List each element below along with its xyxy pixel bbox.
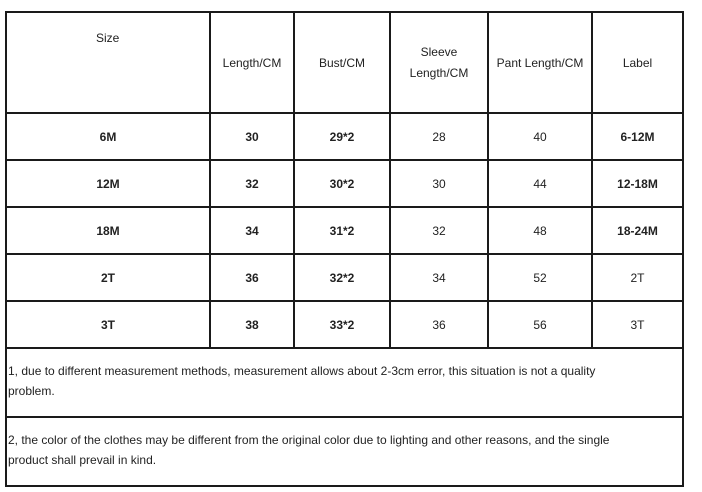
header-sleeve-line2: Length/CM	[409, 65, 469, 80]
cell-length: 38	[210, 301, 294, 348]
cell-bust: 31*2	[294, 207, 390, 254]
note-1-line-2: problem.	[8, 384, 55, 398]
cell-length: 32	[210, 160, 294, 207]
note-color-difference	[6, 417, 683, 486]
table-row	[6, 160, 683, 207]
cell-label: 12-18M	[592, 160, 683, 207]
header-sleeve-line1: Sleeve	[420, 44, 458, 59]
cell-size: 6M	[6, 113, 210, 160]
header-row	[6, 12, 683, 113]
note-2-line-1: 2, the color of the clothes may be different from the original color due to lighting and other reasons, and the single	[8, 433, 610, 447]
header-label: Label	[592, 12, 683, 113]
cell-pant-length: 56	[488, 301, 592, 348]
cell-sleeve: 32	[390, 207, 488, 254]
cell-pant-length: 52	[488, 254, 592, 301]
table-row	[6, 254, 683, 301]
cell-bust: 33*2	[294, 301, 390, 348]
cell-size: 2T	[6, 254, 210, 301]
cell-label: 18-24M	[592, 207, 683, 254]
cell-length: 30	[210, 113, 294, 160]
cell-label: 2T	[592, 254, 683, 301]
table-row	[6, 207, 683, 254]
cell-pant-length: 44	[488, 160, 592, 207]
cell-pant-length: 40	[488, 113, 592, 160]
cell-pant-length: 48	[488, 207, 592, 254]
table-row	[6, 301, 683, 348]
cell-label: 6-12M	[592, 113, 683, 160]
note-2-line-2: product shall prevail in kind.	[8, 453, 157, 467]
note-row	[6, 348, 683, 417]
header-sleeve-length	[390, 12, 488, 113]
header-bust: Bust/CM	[294, 12, 390, 113]
note-measurement-error	[6, 348, 683, 417]
cell-sleeve: 30	[390, 160, 488, 207]
cell-size: 12M	[6, 160, 210, 207]
cell-sleeve: 34	[390, 254, 488, 301]
header-pant-length: Pant Length/CM	[488, 12, 592, 113]
cell-sleeve: 36	[390, 301, 488, 348]
size-chart-table	[5, 11, 684, 487]
cell-bust: 32*2	[294, 254, 390, 301]
cell-label: 3T	[592, 301, 683, 348]
cell-size: 18M	[6, 207, 210, 254]
cell-length: 34	[210, 207, 294, 254]
header-size: Size	[6, 12, 210, 113]
cell-size: 3T	[6, 301, 210, 348]
cell-bust: 29*2	[294, 113, 390, 160]
note-row	[6, 417, 683, 486]
cell-bust: 30*2	[294, 160, 390, 207]
table-row	[6, 113, 683, 160]
header-length: Length/CM	[210, 12, 294, 113]
note-1-line-1: 1, due to different measurement methods, measurement allows about 2-3cm error, this situation is not a quality	[8, 364, 596, 378]
cell-sleeve: 28	[390, 113, 488, 160]
cell-length: 36	[210, 254, 294, 301]
